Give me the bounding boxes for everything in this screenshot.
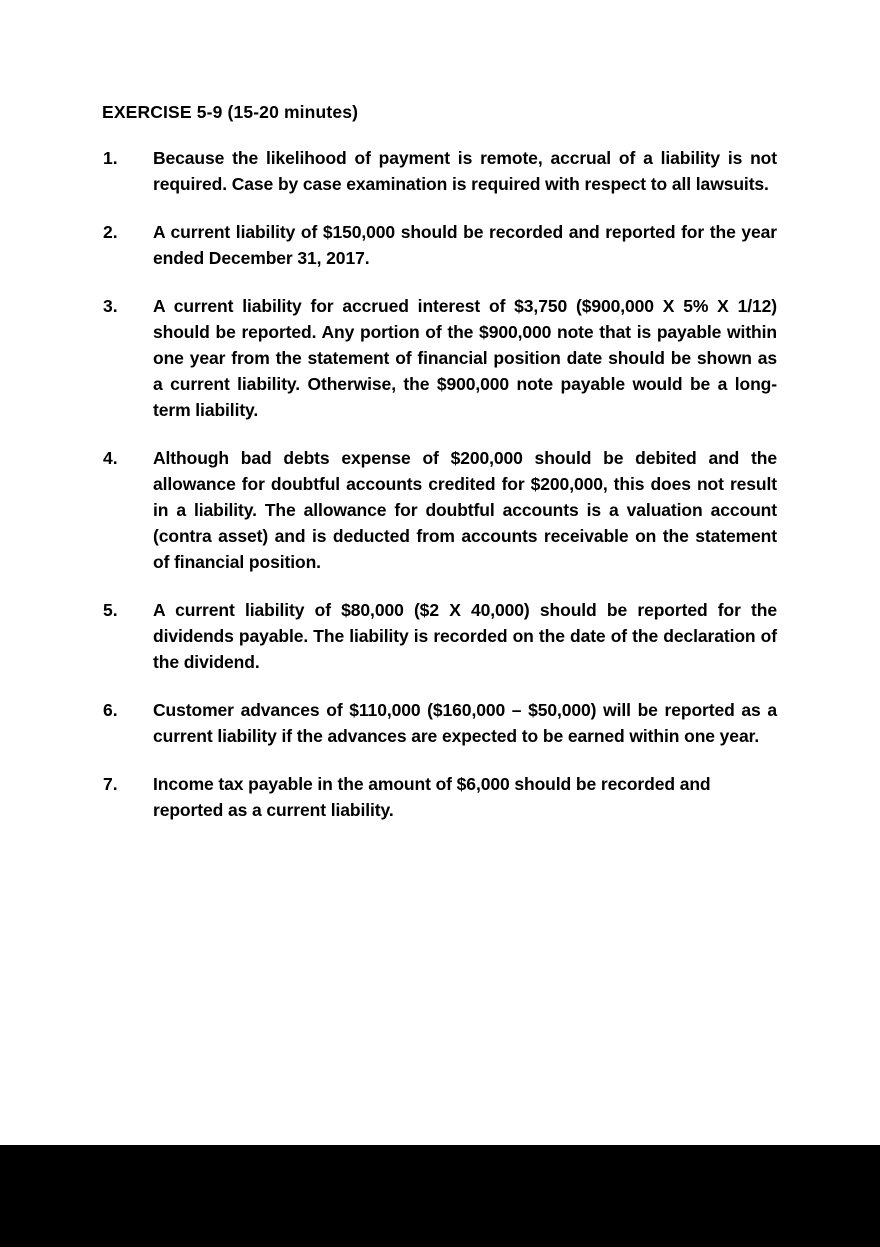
list-item <box>102 219 777 271</box>
list-item <box>102 771 777 823</box>
list-item-number: 5. <box>103 599 118 620</box>
list-item-number: 2. <box>103 221 118 242</box>
list-item-number: 1. <box>103 147 118 168</box>
page-title: EXERCISE 5-9 (15-20 minutes) <box>102 102 359 122</box>
list-item-text: Customer advances of $110,000 ($160,000 – $50,000) will be reported as a current liability if the advances are expected to be earned within one year. <box>153 699 777 746</box>
list-item-text: A current liability for accrued interest of $3,750 ($900,000 X 5% X 1/12) should be reported. Any portion of the $900,000 note that is payable within one year from the statement of financial position date should be shown as a current liability. Otherwise, the $900,000 note payable would be a long-term liability. <box>153 295 777 420</box>
document-body <box>102 101 777 823</box>
list-item <box>102 145 777 197</box>
list-item-number: 3. <box>103 295 118 316</box>
page-bottom-black-band <box>0 1145 880 1247</box>
list-item-text: Although bad debts expense of $200,000 should be debited and the allowance for doubtful accounts credited for $200,000, this does not result in a liability. The allowance for doubtful accounts is a valuation account (contra asset) and is deducted from accounts receivable on the statement of financial position. <box>153 447 777 572</box>
list-item <box>102 445 777 575</box>
list-item-text: A current liability of $150,000 should be recorded and reported for the year ended December 31, 2017. <box>153 221 777 268</box>
list-item-text: A current liability of $80,000 ($2 X 40,000) should be reported for the dividends payable. The liability is recorded on the date of the declaration of the dividend. <box>153 599 777 672</box>
list-item-text: Income tax payable in the amount of $6,000 should be recorded and reported as a current liability. <box>153 773 711 820</box>
list-item-text: Because the likelihood of payment is remote, accrual of a liability is not required. Case by case examination is required with respect to all lawsuits. <box>153 147 777 194</box>
list-item <box>102 293 777 423</box>
list-item-number: 4. <box>103 447 118 468</box>
list-item <box>102 597 777 675</box>
list-item <box>102 697 777 749</box>
list-item-number: 6. <box>103 699 118 720</box>
exercise-answer-list <box>102 145 777 823</box>
list-item-number: 7. <box>103 773 118 794</box>
